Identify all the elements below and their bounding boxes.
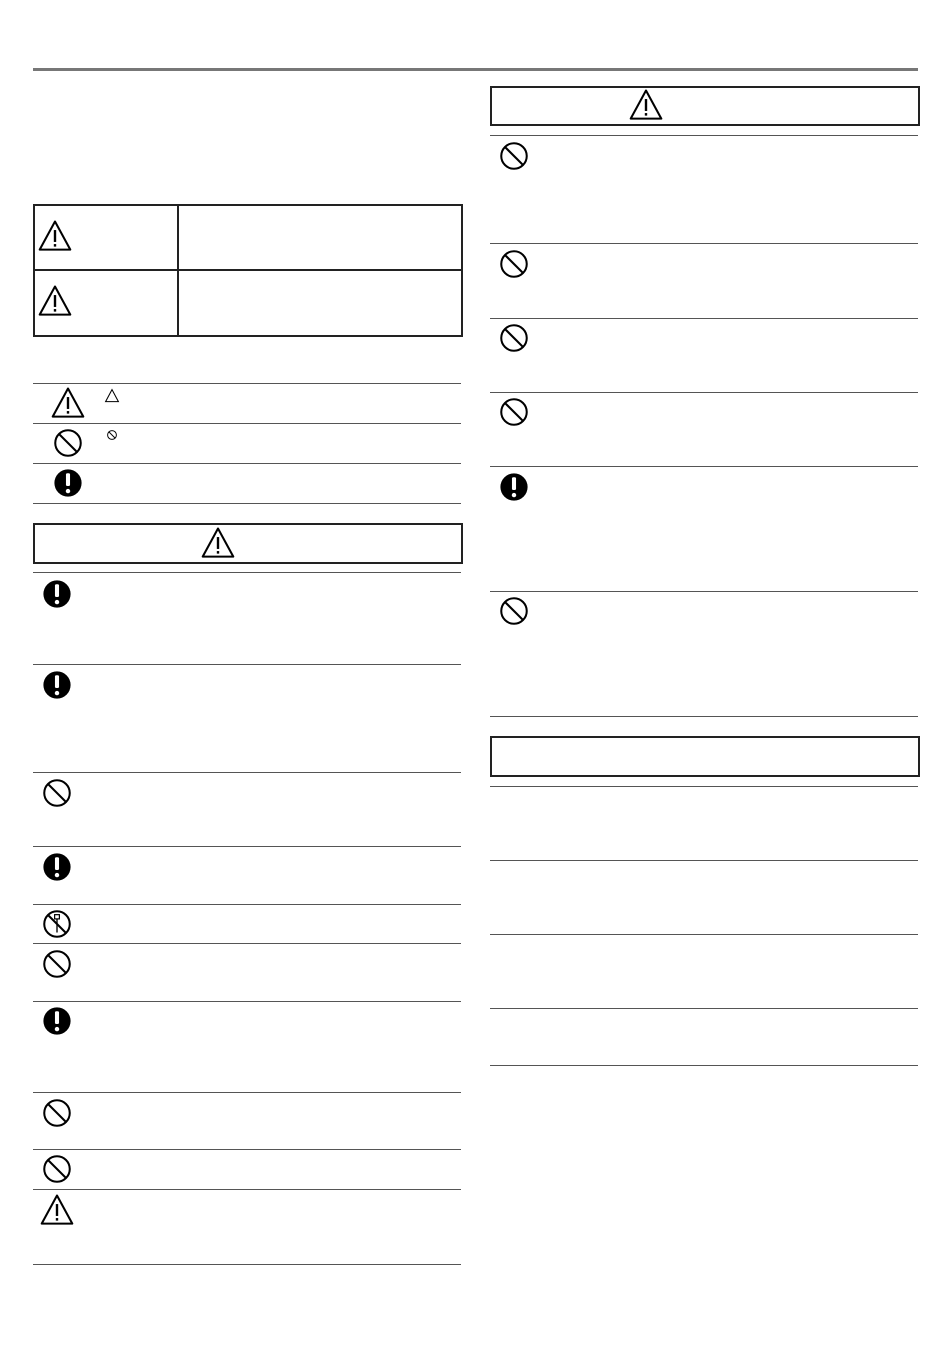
legend-rule-3 (33, 463, 461, 464)
item-rule (490, 243, 918, 244)
small-triangle-icon (104, 388, 120, 404)
item-rule (33, 1149, 461, 1150)
warning-section-header (33, 523, 463, 564)
item-rule (490, 591, 918, 592)
notice-section-header (490, 736, 920, 777)
notice-rule (490, 860, 918, 861)
mandatory-action-icon (40, 1004, 74, 1038)
no-disassembly-icon (40, 907, 74, 941)
notice-rule (490, 786, 918, 787)
mandatory-action-icon (40, 850, 74, 884)
item-rule (490, 466, 918, 467)
item-rule (490, 392, 918, 393)
header-rule (33, 68, 918, 71)
prohibition-icon (497, 247, 531, 281)
prohibition-icon (497, 395, 531, 429)
legend-rule-4 (33, 503, 461, 504)
legend-rule-2 (33, 423, 461, 424)
small-prohibition-icon (104, 427, 120, 443)
warning-icon (38, 219, 72, 253)
warning-header-icon (201, 526, 235, 560)
prohibition-icon (40, 947, 74, 981)
caution-icon (38, 284, 72, 318)
item-rule (33, 1001, 461, 1002)
item-rule (33, 572, 461, 573)
legend-rule-1 (33, 383, 461, 384)
item-rule (33, 904, 461, 905)
caution-section-header (490, 86, 920, 126)
notice-rule (490, 1065, 918, 1066)
prohibition-icon (51, 426, 85, 460)
item-rule (33, 1264, 461, 1265)
item-rule (33, 943, 461, 944)
warning-triangle-icon (51, 386, 85, 420)
prohibition-icon (497, 321, 531, 355)
signal-word-table-divider-h (34, 269, 462, 271)
prohibition-icon (497, 139, 531, 173)
prohibition-icon (40, 1152, 74, 1186)
item-rule (490, 318, 918, 319)
mandatory-action-icon (497, 470, 531, 504)
prohibition-icon (497, 594, 531, 628)
mandatory-action-icon (40, 668, 74, 702)
prohibition-icon (40, 776, 74, 810)
mandatory-action-icon (51, 466, 85, 500)
item-rule (490, 716, 918, 717)
item-rule (490, 135, 918, 136)
prohibition-icon (40, 1096, 74, 1130)
item-rule (33, 664, 461, 665)
warning-triangle-icon (40, 1193, 74, 1227)
item-rule (33, 1189, 461, 1190)
notice-rule (490, 934, 918, 935)
item-rule (33, 1092, 461, 1093)
mandatory-action-icon (40, 577, 74, 611)
item-rule (33, 846, 461, 847)
notice-rule (490, 1008, 918, 1009)
item-rule (33, 772, 461, 773)
caution-header-icon (629, 88, 663, 122)
